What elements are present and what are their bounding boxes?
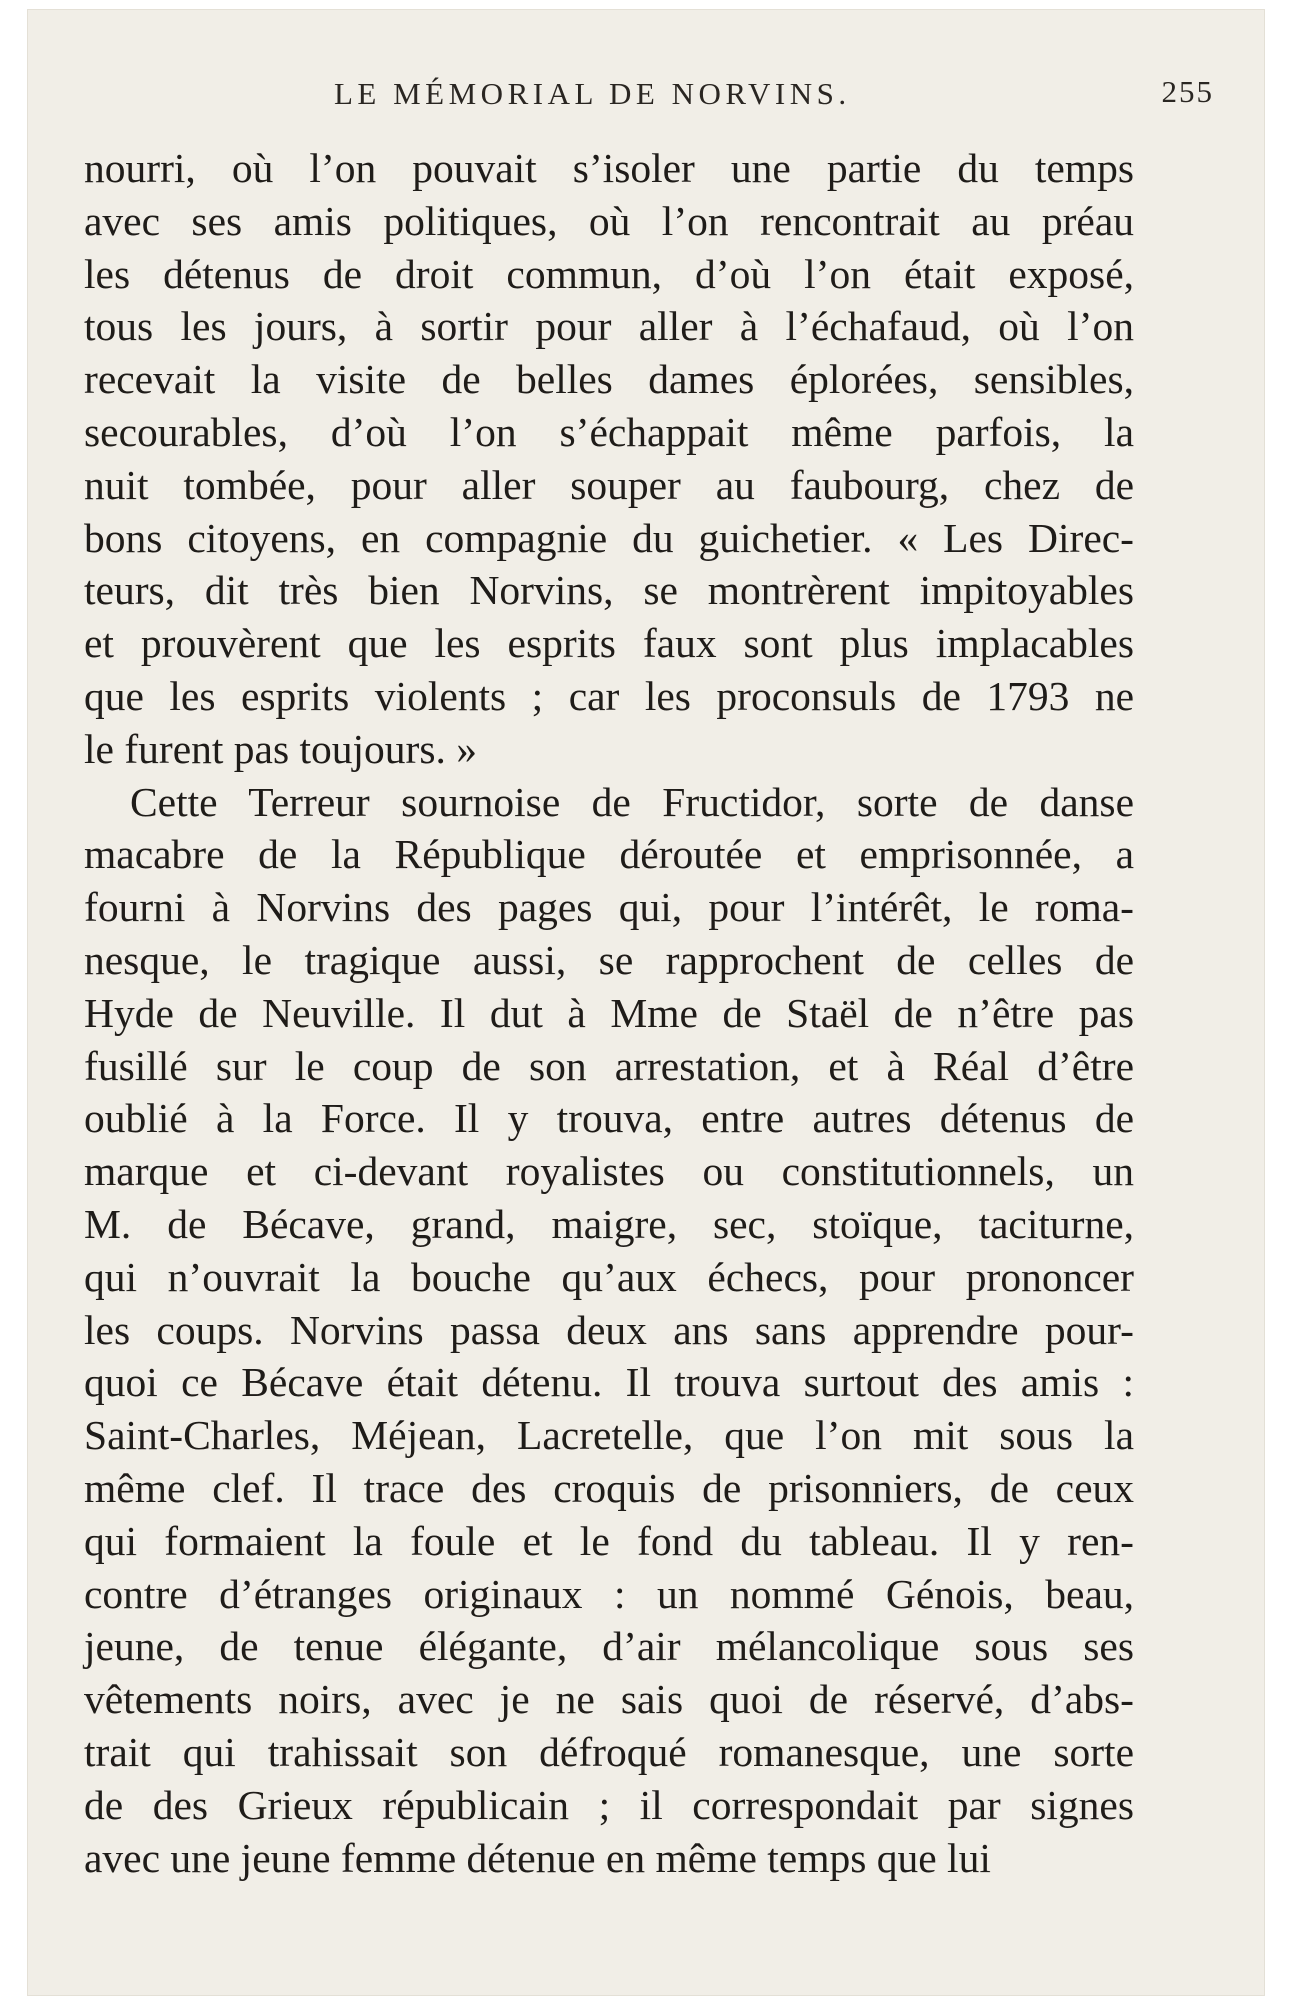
text-line: fourni à Norvins des pages qui, pour l’intérêt, le roma-: [84, 884, 1134, 931]
text-line: secourables, d’où l’on s’échappait même parfois, la: [84, 408, 1134, 455]
text-line: contre d’étranges originaux : un nommé Génois, beau,: [84, 1570, 1134, 1617]
page-number: 255: [1161, 74, 1214, 109]
text-line: nourri, où l’on pouvait s’isoler une partie du temps: [84, 145, 1134, 191]
text-line: oublié à la Force. Il y trouva, entre autres détenus de: [84, 1095, 1134, 1142]
text-line: de des Grieux républicain ; il correspondait par signes: [84, 1781, 1134, 1828]
text-line: que les esprits violents ; car les proconsuls de 1793 ne: [84, 672, 1134, 719]
text-line: trait qui trahissait son défroqué romanesque, une sorte: [84, 1728, 1134, 1775]
text-line: quoi ce Bécave était détenu. Il trouva surtout des amis :: [84, 1359, 1134, 1406]
text-line: Cette Terreur sournoise de Fructidor, sorte de danse: [130, 778, 1134, 825]
book-page: [28, 10, 1264, 1995]
running-head: [114, 70, 1214, 110]
text-line: avec ses amis politiques, où l’on rencontrait au préau: [84, 197, 1134, 244]
text-line: nuit tombée, pour aller souper au faubourg, chez de: [84, 461, 1134, 508]
text-line: Saint-Charles, Méjean, Lacretelle, que l’on mit sous la: [84, 1412, 1134, 1459]
text-line: le furent pas toujours. »: [84, 725, 478, 772]
text-line: qui n’ouvrait la bouche qu’aux échecs, pour prononcer: [84, 1253, 1134, 1300]
running-title: LE MÉMORIAL DE NORVINS.: [334, 76, 851, 111]
text-line: teurs, dit très bien Norvins, se montrèrent impitoyables: [84, 567, 1134, 614]
text-line: tous les jours, à sortir pour aller à l’échafaud, où l’on: [84, 303, 1134, 350]
text-line: jeune, de tenue élégante, d’air mélancolique sous ses: [84, 1623, 1134, 1670]
text-line: les coups. Norvins passa deux ans sans apprendre pour-: [84, 1306, 1134, 1353]
text-line: nesque, le tragique aussi, se rapprochent de celles de: [84, 936, 1134, 983]
text-line: qui formaient la foule et le fond du tableau. Il y ren-: [84, 1517, 1134, 1564]
text-line: même clef. Il trace des croquis de prisonniers, de ceux: [84, 1464, 1134, 1511]
text-line: fusillé sur le coup de son arrestation, et à Réal d’être: [84, 1042, 1134, 1089]
text-line: marque et ci-devant royalistes ou constitutionnels, un: [84, 1148, 1134, 1195]
text-line: bons citoyens, en compagnie du guichetier. « Les Direc-: [84, 514, 1134, 561]
text-line: macabre de la République déroutée et emprisonnée, a: [84, 831, 1134, 878]
text-line: recevait la visite de belles dames éplorées, sensibles,: [84, 356, 1134, 403]
text-line: les détenus de droit commun, d’où l’on était exposé,: [84, 250, 1134, 297]
body-text: [84, 142, 1134, 1884]
text-line: M. de Bécave, grand, maigre, sec, stoïque, taciturne,: [84, 1200, 1134, 1247]
text-line: Hyde de Neuville. Il dut à Mme de Staël de n’être pas: [84, 989, 1134, 1036]
text-line: avec une jeune femme détenue en même temps que lui: [84, 1834, 991, 1881]
text-line: et prouvèrent que les esprits faux sont plus implacables: [84, 620, 1134, 667]
text-line: vêtements noirs, avec je ne sais quoi de réservé, d’abs-: [84, 1676, 1134, 1723]
